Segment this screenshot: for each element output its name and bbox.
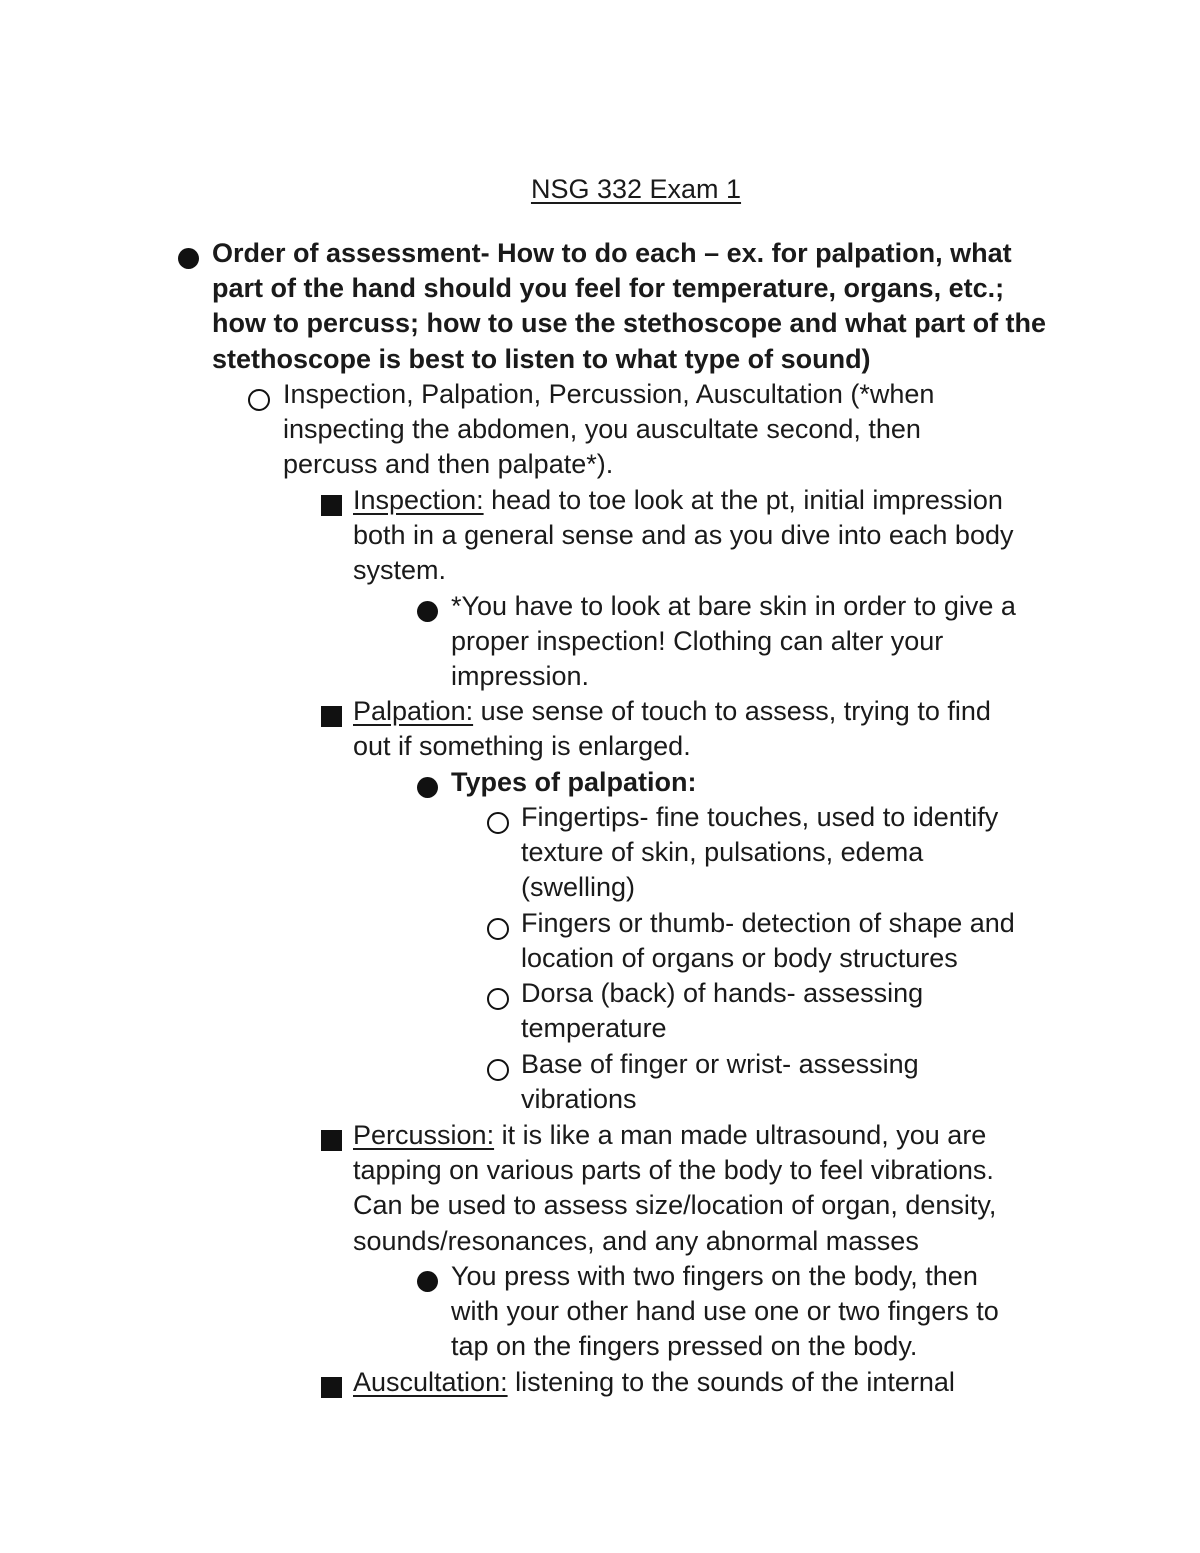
text-line: Can be used to assess size/location of organ, density, bbox=[353, 1190, 997, 1221]
text-line bbox=[353, 1365, 955, 1400]
text-line: part of the hand should you feel for temperature, organs, etc.; bbox=[212, 273, 1005, 304]
text-line: how to percuss; how to use the stethoscope and what part of the bbox=[212, 308, 1047, 339]
palpation-item bbox=[353, 694, 991, 764]
text-line: temperature bbox=[521, 1013, 667, 1044]
text-line: tapping on various parts of the body to feel vibrations. bbox=[353, 1155, 994, 1186]
bullet-circle-icon bbox=[487, 812, 509, 834]
text-line: sounds/resonances, and any abnormal masses bbox=[353, 1225, 919, 1256]
text-line bbox=[353, 1118, 996, 1153]
text-line bbox=[353, 694, 991, 729]
text-line: Fingers or thumb- detection of shape and bbox=[521, 908, 1015, 938]
text-line: percuss and then palpate*). bbox=[283, 449, 614, 480]
percussion-term: Percussion: bbox=[353, 1120, 495, 1150]
text-line: Types of palpation: bbox=[451, 767, 697, 797]
text-line: stethoscope is best to listen to what type of sound) bbox=[212, 343, 871, 374]
auscultation-term: Auscultation: bbox=[353, 1367, 508, 1397]
text-line: texture of skin, pulsations, edema bbox=[521, 837, 924, 868]
inspection-definition: head to toe look at the pt, initial impression bbox=[483, 485, 1003, 515]
text-line: Order of assessment- How to do each – ex. for palpation, what bbox=[212, 238, 1012, 268]
ippa-item bbox=[283, 377, 934, 483]
types-of-palpation-heading bbox=[451, 765, 697, 800]
palpation-type-item bbox=[521, 800, 998, 906]
percussion-note-item bbox=[451, 1259, 999, 1365]
text-line: system. bbox=[353, 555, 447, 586]
text-line: out if something is enlarged. bbox=[353, 731, 691, 762]
bullet-disc-icon bbox=[178, 248, 199, 269]
text-line: inspecting the abdomen, you auscultate second, then bbox=[283, 414, 921, 445]
palpation-type-item bbox=[521, 906, 1015, 976]
text-line bbox=[353, 483, 1013, 518]
text-line: You press with two fingers on the body, then bbox=[451, 1261, 978, 1291]
text-line: Dorsa (back) of hands- assessing bbox=[521, 978, 924, 1008]
text-line: tap on the fingers pressed on the body. bbox=[451, 1331, 918, 1362]
percussion-item bbox=[353, 1118, 996, 1259]
page-title: NSG 332 Exam 1 bbox=[530, 174, 742, 204]
text-line: impression. bbox=[451, 661, 590, 692]
inspection-item bbox=[353, 483, 1013, 589]
bullet-disc-icon bbox=[417, 1271, 438, 1292]
text-line: *You have to look at bare skin in order to give a bbox=[451, 591, 1016, 621]
bullet-square-icon bbox=[321, 1377, 342, 1398]
bullet-circle-icon bbox=[248, 389, 270, 411]
order-of-assessment-item bbox=[212, 236, 1046, 377]
auscultation-item bbox=[353, 1365, 955, 1400]
text-line: both in a general sense and as you dive into each body bbox=[353, 520, 1014, 551]
inspection-term: Inspection: bbox=[353, 485, 484, 515]
bullet-circle-icon bbox=[487, 918, 509, 940]
palpation-type-item bbox=[521, 976, 923, 1046]
bullet-disc-icon bbox=[417, 601, 438, 622]
text-line: vibrations bbox=[521, 1084, 637, 1115]
text-line: Base of finger or wrist- assessing bbox=[521, 1049, 919, 1079]
text-line: (swelling) bbox=[521, 872, 636, 903]
bullet-square-icon bbox=[321, 495, 342, 516]
bullet-square-icon bbox=[321, 706, 342, 727]
text-line: location of organs or body structures bbox=[521, 943, 958, 974]
palpation-definition: use sense of touch to assess, trying to find bbox=[473, 696, 991, 726]
bullet-circle-icon bbox=[487, 1059, 509, 1081]
palpation-type-item bbox=[521, 1047, 919, 1117]
inspection-note-item bbox=[451, 589, 1016, 695]
palpation-term: Palpation: bbox=[353, 696, 474, 726]
bullet-disc-icon bbox=[417, 777, 438, 798]
bullet-square-icon bbox=[321, 1130, 342, 1151]
percussion-definition: it is like a man made ultrasound, you are bbox=[494, 1120, 987, 1150]
text-line: Fingertips- fine touches, used to identify bbox=[521, 802, 999, 832]
text-line: Inspection, Palpation, Percussion, Auscultation (*when bbox=[283, 379, 935, 409]
text-line: proper inspection! Clothing can alter your bbox=[451, 626, 944, 657]
bullet-circle-icon bbox=[487, 988, 509, 1010]
text-line: with your other hand use one or two fingers to bbox=[451, 1296, 999, 1327]
auscultation-definition: listening to the sounds of the internal bbox=[507, 1367, 955, 1397]
